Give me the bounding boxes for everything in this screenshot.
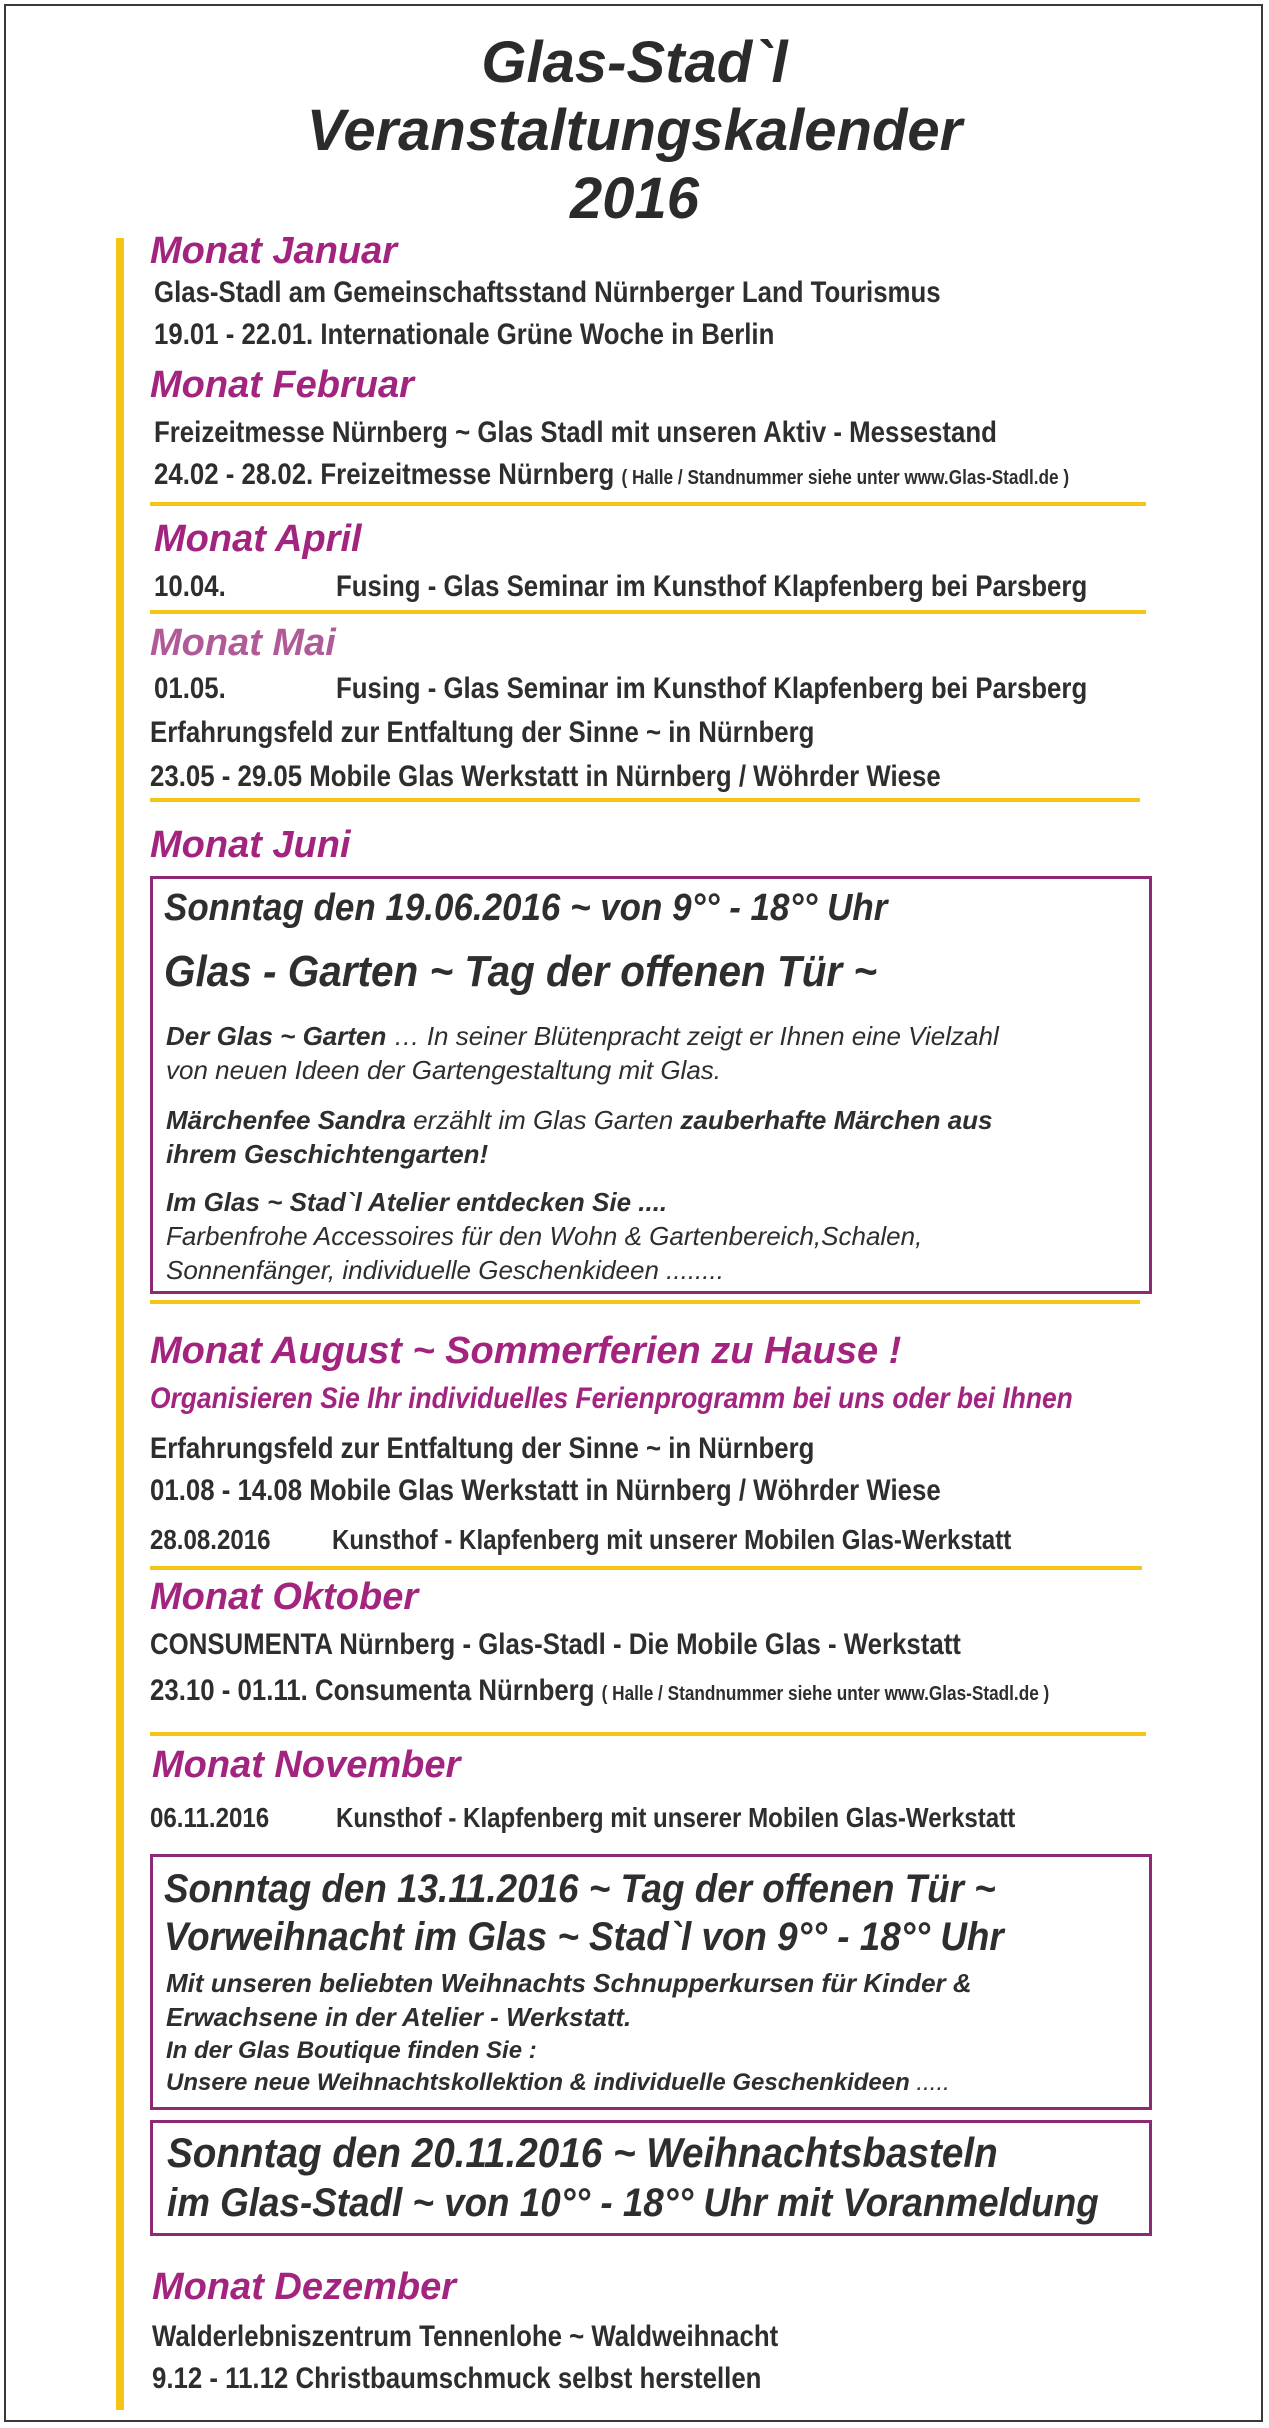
nov-box1-line-6 (166, 2067, 950, 2099)
juni-p1-bold: Der Glas ~ Garten (166, 1021, 387, 1051)
august-line-1: Erfahrungsfeld zur Entfaltung der Sinne ~ in Nürnberg (150, 1432, 815, 1465)
april-event: Fusing - Glas Seminar im Kunsthof Klapfenberg bei Parsberg (336, 570, 1088, 603)
oktober-line-1: CONSUMENTA Nürnberg - Glas-Stadl - Die Mobile Glas - Werkstatt (150, 1628, 961, 1661)
februar-event: 24.02 - 28.02. Freizeitmesse Nürnberg (154, 458, 615, 491)
month-mai: Monat Mai (150, 622, 336, 664)
november-event-box-2 (150, 2120, 1152, 2236)
oktober-note: ( Halle / Standnummer siehe unter www.Glas-Stadl.de ) (601, 1683, 1050, 1705)
month-februar: Monat Februar (150, 364, 414, 406)
juni-p1-line-2: von neuen Ideen der Gartengestaltung mit Glas. (166, 1055, 722, 1085)
month-oktober: Monat Oktober (150, 1576, 419, 1618)
divider (150, 1732, 1146, 1736)
januar-line-1: Glas-Stadl am Gemeinschaftsstand Nürnberger Land Tourismus (154, 276, 941, 309)
februar-line-2 (154, 458, 1069, 492)
month-juni: Monat Juni (150, 824, 351, 866)
divider (150, 610, 1146, 614)
juni-box-title: Glas - Garten ~ Tag der offenen Tür ~ (164, 947, 878, 996)
nov-box1-line-1: Sonntag den 13.11.2016 ~ Tag der offenen Tür ~ (164, 1867, 996, 1911)
juni-p2-bold: Märchenfee Sandra (166, 1105, 406, 1135)
juni-p3-line-3: Sonnenfänger, individuelle Geschenkideen ........ (166, 1255, 724, 1285)
nov-box1-line-6-text: Unsere neue Weihnachtskollektion & individuelle Geschenkideen (166, 2069, 910, 2096)
title-line-1: Glas-Stad`l (481, 30, 788, 95)
november-event-box-1 (150, 1854, 1152, 2110)
month-august: Monat August ~ Sommerferien zu Hause ! (150, 1330, 902, 1372)
nov-box2-line-1: Sonntag den 20.11.2016 ~ Weihnachtsbasteln (167, 2129, 998, 2176)
juni-p2-line-2: ihrem Geschichtengarten! (166, 1139, 489, 1169)
juni-box-date: Sonntag den 19.06.2016 ~ von 9°° - 18°° Uhr (164, 887, 888, 929)
nov-box1-line-4: Erwachsene in der Atelier - Werkstatt. (166, 2002, 632, 2032)
juni-p2 (166, 1103, 993, 1137)
nov-box1-line-3: Mit unseren beliebten Weihnachts Schnupperkursen für Kinder & (166, 1968, 972, 1998)
august-line-2: 01.08 - 14.08 Mobile Glas Werkstatt in Nürnberg / Wöhrder Wiese (150, 1474, 941, 1507)
juni-p1 (166, 1019, 999, 1053)
divider (150, 1300, 1140, 1304)
august-date-3: 28.08.2016 (150, 1524, 271, 1555)
april-date: 10.04. (154, 570, 226, 603)
month-januar: Monat Januar (150, 230, 398, 272)
juni-p3-bold: Im Glas ~ Stad`l Atelier entdecken Sie .... (166, 1187, 668, 1217)
mai-line-3: 23.05 - 29.05 Mobile Glas Werkstatt in Nürnberg / Wöhrder Wiese (150, 760, 941, 793)
juni-p1-rest: … In seiner Blütenpracht zeigt er Ihnen eine Vielzahl (386, 1021, 999, 1051)
november-date: 06.11.2016 (150, 1802, 270, 1833)
august-event-3: Kunsthof - Klapfenberg mit unserer Mobilen Glas-Werkstatt (332, 1524, 1012, 1555)
mai-line-2: Erfahrungsfeld zur Entfaltung der Sinne ~ in Nürnberg (150, 716, 815, 749)
divider (150, 798, 1140, 802)
nov-box1-line-5: In der Glas Boutique finden Sie : (166, 2037, 537, 2064)
divider (150, 502, 1146, 506)
juni-p2-bold-2: zauberhafte Märchen aus (680, 1105, 993, 1135)
oktober-line-2 (150, 1674, 1049, 1708)
nov-box1-line-6-dots: ..... (909, 2069, 950, 2096)
month-dezember: Monat Dezember (152, 2266, 457, 2308)
month-april: Monat April (154, 518, 362, 560)
nov-box1-line-2: Vorweihnacht im Glas ~ Stad`l von 9°° - 18°° Uhr (164, 1915, 1004, 1959)
divider (150, 1566, 1142, 1570)
nov-box2-line-2: im Glas-Stadl ~ von 10°° - 18°° Uhr mit Voranmeldung (167, 2181, 1099, 2225)
februar-note: ( Halle / Standnummer siehe unter www.Glas-Stadl.de ) (621, 467, 1070, 489)
mai-date: 01.05. (154, 672, 226, 705)
dezember-line-2: 9.12 - 11.12 Christbaumschmuck selbst herstellen (152, 2362, 762, 2395)
mai-event: Fusing - Glas Seminar im Kunsthof Klapfenberg bei Parsberg (336, 672, 1088, 705)
juni-p2-mid: erzählt im Glas Garten (405, 1105, 681, 1135)
month-november: Monat November (152, 1744, 461, 1786)
august-subheading: Organisieren Sie Ihr individuelles Ferienprogramm bei uns oder bei Ihnen (150, 1382, 1073, 1415)
november-event: Kunsthof - Klapfenberg mit unserer Mobilen Glas-Werkstatt (336, 1802, 1016, 1833)
februar-line-1: Freizeitmesse Nürnberg ~ Glas Stadl mit unseren Aktiv - Messestand (154, 416, 997, 449)
juni-p3-line-2: Farbenfrohe Accessoires für den Wohn & Gartenbereich,Schalen, (166, 1221, 923, 1251)
timeline-bar (116, 238, 124, 2410)
title-line-2: Veranstaltungskalender (306, 98, 963, 163)
title-year: 2016 (569, 166, 700, 231)
januar-line-2: 19.01 - 22.01. Internationale Grüne Woche in Berlin (154, 318, 775, 351)
dezember-line-1: Walderlebniszentrum Tennenlohe ~ Waldweihnacht (152, 2320, 779, 2353)
oktober-event: 23.10 - 01.11. Consumenta Nürnberg (150, 1674, 595, 1707)
juni-event-box (150, 876, 1152, 1294)
